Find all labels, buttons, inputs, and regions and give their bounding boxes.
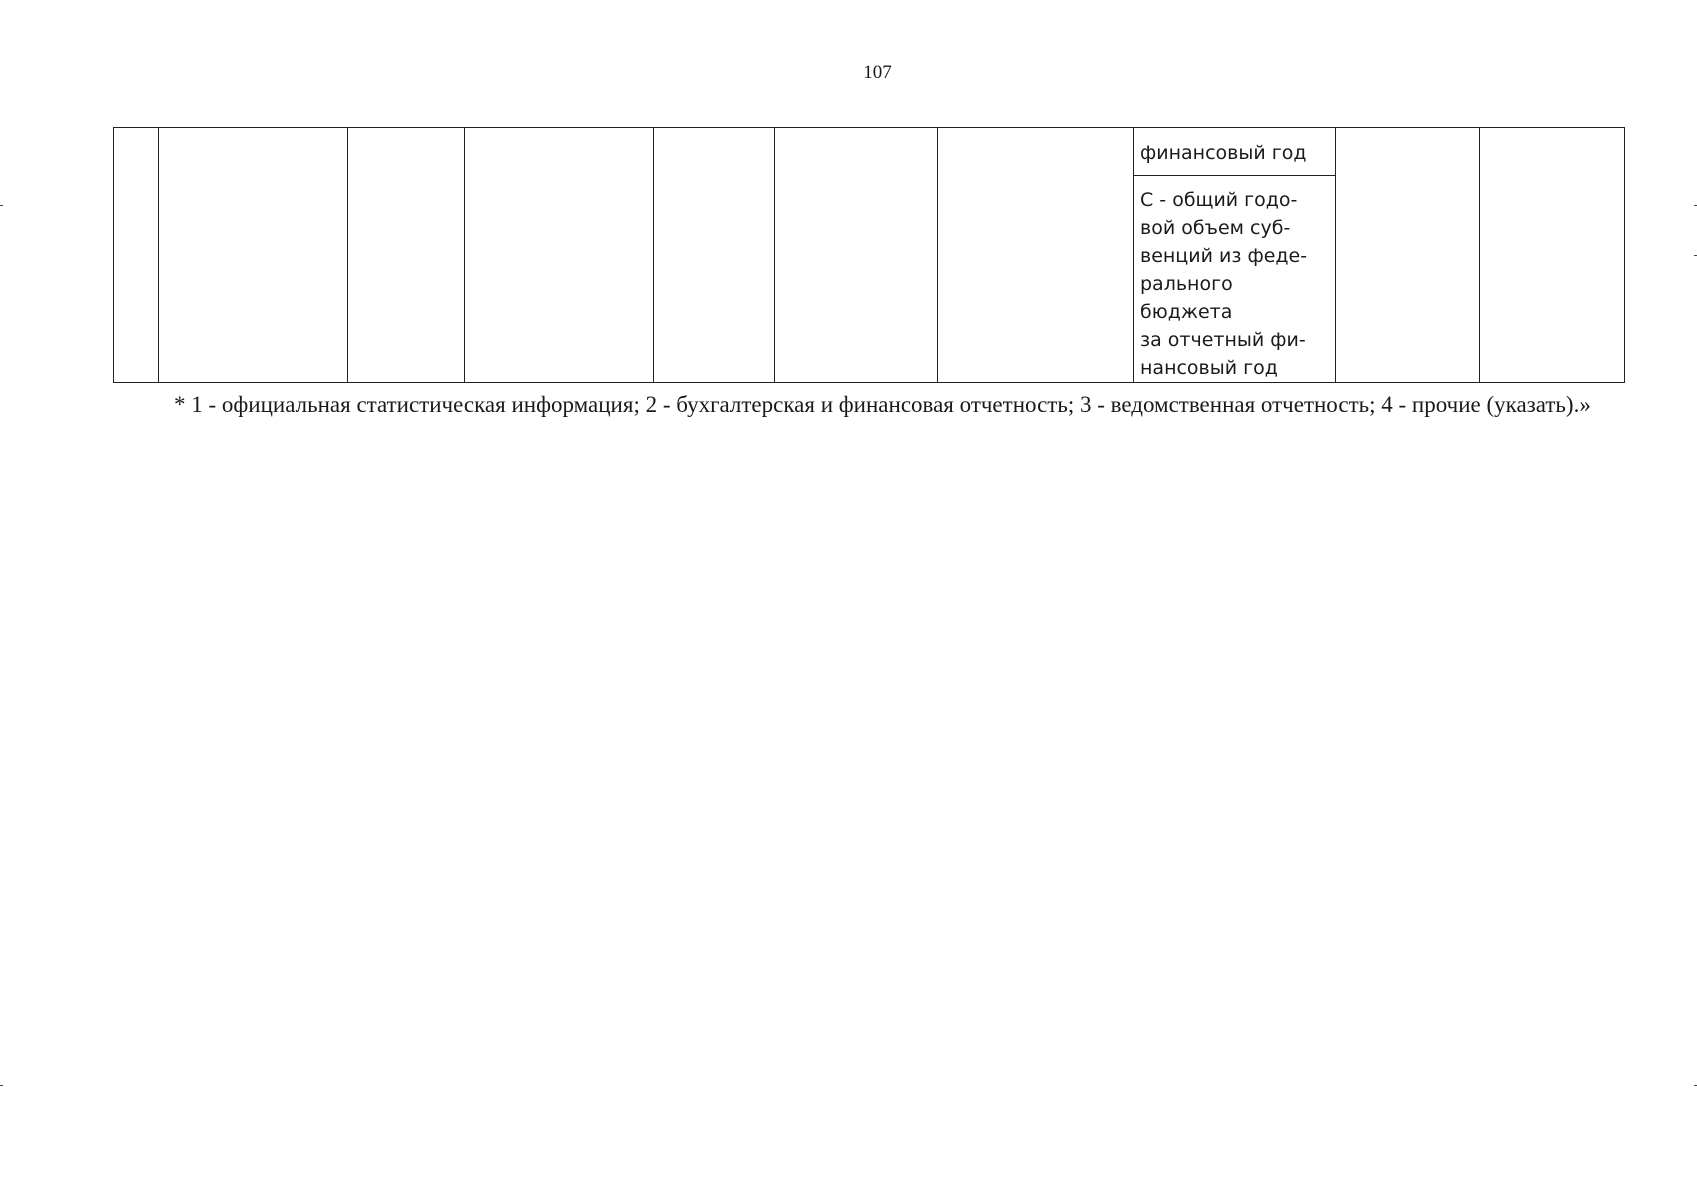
table-cell-empty — [159, 128, 348, 383]
table-cell-empty — [654, 128, 775, 383]
scan-edge-mark — [0, 205, 3, 206]
table-cell-empty — [465, 128, 654, 383]
continuation-table — [113, 127, 1625, 383]
table-cell-empty — [775, 128, 938, 383]
table-row — [114, 128, 1625, 383]
table-cell-formula — [1134, 128, 1336, 383]
table-cell-empty — [1480, 128, 1625, 383]
formula-line: рального бюджета — [1140, 273, 1233, 323]
formula-subcell-bottom — [1134, 176, 1335, 382]
table-cell-empty — [114, 128, 159, 383]
page-number: 107 — [863, 62, 892, 83]
footnote: * 1 - официальная статистическая информация; 2 - бухгалтерская и финансовая отчетность; 3 - ведомственная отчетность; 4 - прочие (указать).» — [174, 392, 1591, 417]
formula-line: нансовый год — [1140, 357, 1278, 379]
table-cell-empty — [1336, 128, 1480, 383]
formula-line: венций из феде- — [1140, 245, 1308, 267]
split-cell-container — [1134, 128, 1335, 382]
formula-subcell-top: финансовый год — [1134, 128, 1335, 176]
formula-line: С - общий годо- — [1140, 189, 1298, 211]
formula-line: вой объем суб- — [1140, 217, 1291, 239]
table-cell-empty — [348, 128, 465, 383]
scan-edge-mark — [0, 1085, 3, 1086]
table-cell-empty — [938, 128, 1134, 383]
formula-line: за отчетный фи- — [1140, 329, 1306, 351]
